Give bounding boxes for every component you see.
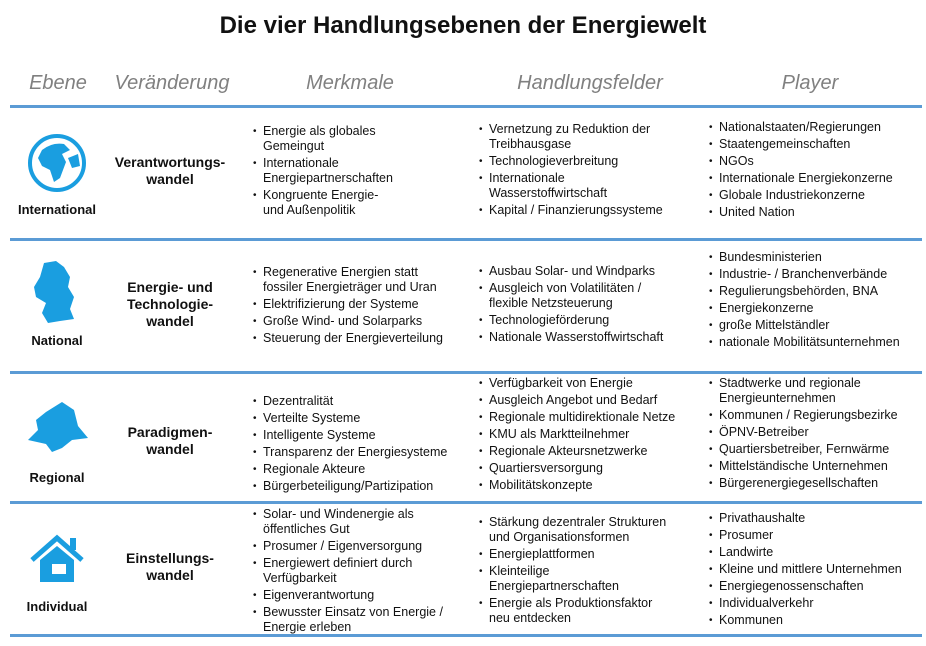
- merkmale-item: • Dezentralität: [253, 394, 447, 409]
- player-item: • große Mittelständler: [709, 318, 900, 333]
- level-label: Regional: [29, 470, 85, 485]
- handlungsfelder-item: • Internationale Wasserstoffwirtschaft: [479, 171, 663, 201]
- merkmale-item: • Regenerative Energien statt fossiler Energieträger und Uran: [253, 265, 443, 295]
- level-label: Individual: [26, 599, 88, 614]
- divider: [10, 501, 922, 504]
- handlungsfelder-item: • Regionale multidirektionale Netze: [479, 410, 675, 425]
- player-item: • ÖPNV-Betreiber: [709, 425, 898, 440]
- merkmale-item: • Energiewert definiert durch Verfügbarkeit: [253, 556, 443, 586]
- merkmale-item: • Bürgerbeteiligung/Partizipation: [253, 479, 447, 494]
- level-label: International: [17, 202, 96, 217]
- player-item: • Individualverkehr: [709, 596, 902, 611]
- player-item: • Stadtwerke und regionale Energieunternehmen: [709, 376, 898, 406]
- region-map-icon: [22, 392, 92, 462]
- merkmale-list: [253, 265, 443, 348]
- merkmale-item: • Steuerung der Energieverteilung: [253, 331, 443, 346]
- change-label: Energie- und Technologie- wandel: [126, 279, 214, 329]
- player-item: • Quartiersbetreiber, Fernwärme: [709, 442, 898, 457]
- change-label: Paradigmen- wandel: [127, 424, 213, 457]
- player-item: • Privathaushalte: [709, 511, 902, 526]
- handlungsfelder-item: • Ausgleich von Volatilitäten / flexible Netzsteuerung: [479, 281, 663, 311]
- header-ebene: Ebene: [29, 72, 87, 94]
- merkmale-item: • Energie als globales Gemeingut: [253, 124, 393, 154]
- merkmale-list: [253, 124, 393, 220]
- divider: [10, 371, 922, 374]
- player-item: • Kleine und mittlere Unternehmen: [709, 562, 902, 577]
- player-item: • Nationalstaaten/Regierungen: [709, 120, 893, 135]
- merkmale-item: • Solar- und Windenergie als öffentliches Gut: [253, 507, 443, 537]
- player-item: • Industrie- / Branchenverbände: [709, 267, 900, 282]
- merkmale-item: • Transparenz der Energiesysteme: [253, 445, 447, 460]
- merkmale-list: [253, 507, 443, 637]
- handlungsfelder-list: [479, 264, 663, 347]
- player-item: • Bundesministerien: [709, 250, 900, 265]
- merkmale-item: • Eigenverantwortung: [253, 588, 443, 603]
- player-item: • Landwirte: [709, 545, 902, 560]
- merkmale-item: • Verteilte Systeme: [253, 411, 447, 426]
- handlungsfelder-item: • Kleinteilige Energiepartnerschaften: [479, 564, 666, 594]
- merkmale-item: • Intelligente Systeme: [253, 428, 447, 443]
- handlungsfelder-list: [479, 122, 663, 220]
- merkmale-item: • Bewusster Einsatz von Energie / Energie erleben: [253, 605, 443, 635]
- divider: [10, 634, 922, 637]
- player-item: • Kommunen: [709, 613, 902, 628]
- change-label: Verantwortungs- wandel: [114, 154, 226, 187]
- player-item: • Staatengemeinschaften: [709, 137, 893, 152]
- handlungsfelder-list: [479, 376, 675, 495]
- germany-map-icon: [22, 257, 92, 327]
- merkmale-item: • Elektrifizierung der Systeme: [253, 297, 443, 312]
- player-item: • United Nation: [709, 205, 893, 220]
- header-handlungsfelder: Handlungsfelder: [517, 72, 663, 94]
- player-item: • Energiekonzerne: [709, 301, 900, 316]
- handlungsfelder-item: • Kapital / Finanzierungssysteme: [479, 203, 663, 218]
- handlungsfelder-item: • Quartiersversorgung: [479, 461, 675, 476]
- merkmale-item: • Kongruente Energie- und Außenpolitik: [253, 188, 393, 218]
- player-item: • Globale Industriekonzerne: [709, 188, 893, 203]
- player-list: [709, 511, 902, 630]
- handlungsfelder-item: • Technologieverbreitung: [479, 154, 663, 169]
- level-label: National: [31, 333, 83, 348]
- player-item: • NGOs: [709, 154, 893, 169]
- divider: [10, 238, 922, 241]
- player-item: • nationale Mobilitätsunternehmen: [709, 335, 900, 350]
- player-item: • Mittelständische Unternehmen: [709, 459, 898, 474]
- player-item: • Internationale Energiekonzerne: [709, 171, 893, 186]
- handlungsfelder-item: • Energieplattformen: [479, 547, 666, 562]
- merkmale-item: • Prosumer / Eigenversorgung: [253, 539, 443, 554]
- header-player: Player: [781, 72, 839, 94]
- header-merkmale: Merkmale: [306, 72, 394, 94]
- player-item: • Prosumer: [709, 528, 902, 543]
- change-label: Einstellungs- wandel: [126, 550, 214, 583]
- handlungsfelder-item: • Ausgleich Angebot und Bedarf: [479, 393, 675, 408]
- player-list: [709, 376, 898, 493]
- handlungsfelder-item: • Regionale Akteursnetzwerke: [479, 444, 675, 459]
- player-list: [709, 120, 893, 222]
- merkmale-item: • Große Wind- und Solarparks: [253, 314, 443, 329]
- player-item: • Regulierungsbehörden, BNA: [709, 284, 900, 299]
- handlungsfelder-list: [479, 515, 666, 628]
- merkmale-item: • Internationale Energiepartnerschaften: [253, 156, 393, 186]
- handlungsfelder-item: • Stärkung dezentraler Strukturen und Organisationsformen: [479, 515, 666, 545]
- divider: [10, 105, 922, 108]
- handlungsfelder-item: • Vernetzung zu Reduktion der Treibhausgase: [479, 122, 663, 152]
- page-title: Die vier Handlungsebenen der Energiewelt: [219, 12, 707, 39]
- player-item: • Bürgerenergiegesellschaften: [709, 476, 898, 491]
- handlungsfelder-item: • Nationale Wasserstoffwirtschaft: [479, 330, 663, 345]
- player-item: • Energiegenossenschaften: [709, 579, 902, 594]
- player-item: • Kommunen / Regierungsbezirke: [709, 408, 898, 423]
- handlungsfelder-item: • KMU als Marktteilnehmer: [479, 427, 675, 442]
- handlungsfelder-item: • Ausbau Solar- und Windparks: [479, 264, 663, 279]
- handlungsfelder-item: • Technologieförderung: [479, 313, 663, 328]
- house-icon: [22, 524, 92, 594]
- merkmale-list: [253, 394, 447, 496]
- handlungsfelder-item: • Mobilitätskonzepte: [479, 478, 675, 493]
- handlungsfelder-item: • Verfügbarkeit von Energie: [479, 376, 675, 391]
- header-veraenderung: Veränderung: [114, 72, 230, 94]
- handlungsfelder-item: • Energie als Produktionsfaktor neu entdecken: [479, 596, 666, 626]
- globe-icon: [22, 128, 92, 198]
- player-list: [709, 250, 900, 352]
- merkmale-item: • Regionale Akteure: [253, 462, 447, 477]
